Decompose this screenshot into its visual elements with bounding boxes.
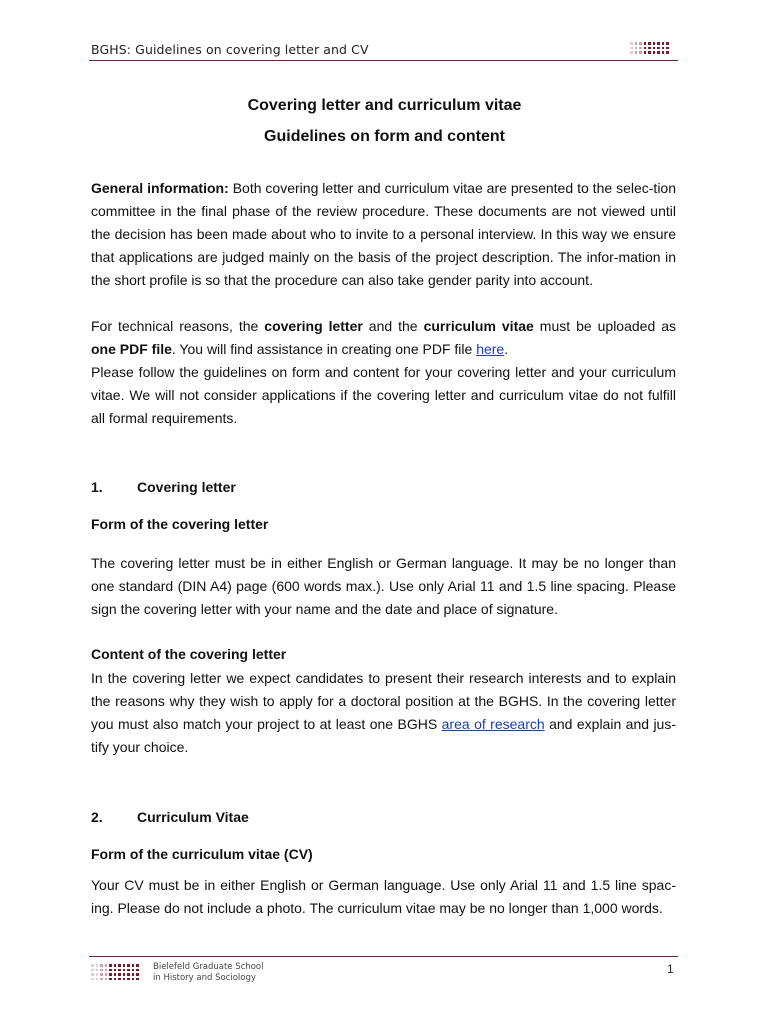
general-information-label: General information: xyxy=(91,180,229,196)
page-subtitle: Guidelines on form and content xyxy=(264,128,505,145)
header-rule xyxy=(89,60,678,61)
here-link[interactable]: here xyxy=(476,341,505,358)
covering-letter-form-heading: Form of the covering letter xyxy=(91,516,269,532)
technical-bold-curriculum-vitae: curriculum vitae xyxy=(423,318,534,334)
covering-letter-form-paragraph: The covering letter must be in either English or German language. It may be no longer than one standard (DIN A4) page (600 words max.). Use only Arial 11 and 1.5 line spacing. Please sign the covering letter with your name and the date and place of signature. xyxy=(91,555,676,618)
cv-form-paragraph: Your CV must be in either English or German language. Use only Arial 11 and 1.5 line spac-ing. Please do not include a photo. The curriculum vitae may be no longer than 1,000 words. xyxy=(91,877,676,917)
header-logo-dots xyxy=(630,42,669,54)
content-text-2: and explain and jus-tify your choice. xyxy=(91,716,677,756)
technical-reasons-paragraph xyxy=(91,315,676,361)
technical-text-4: . You will find assistance in creating one PDF file xyxy=(171,341,477,358)
page-title: Covering letter and curriculum vitae xyxy=(247,97,522,114)
footer-org-line-2: in History and Sociology xyxy=(153,972,256,983)
cv-form-heading: Form of the curriculum vitae (CV) xyxy=(91,846,313,862)
footer-logo-dots xyxy=(91,964,139,980)
general-information-text: Both covering letter and curriculum vitae are presented to the selec-tion committee in the final phase of the review procedure. These documents are not viewed until the decision has been made about who to invite to a personal interview. In this way we ensure that applications are judged mainly on the basis of the project description. The infor-mation in the short profile is so that the procedure can also take gender parity into account. xyxy=(91,180,677,289)
section-2-title: Curriculum Vitae xyxy=(137,809,249,825)
section-1-number: 1. xyxy=(91,479,103,495)
footer-organization-name xyxy=(153,962,263,983)
follow-guidelines-paragraph: Please follow the guidelines on form and content for your covering letter and your curriculum vitae. We will not consider applications if the covering letter and curriculum vitae do not fulfill all formal requirements. xyxy=(91,364,676,427)
technical-text-5: . xyxy=(504,341,509,358)
page-number: 1 xyxy=(667,962,674,976)
general-information-paragraph xyxy=(91,177,676,292)
running-header: BGHS: Guidelines on covering letter and CV xyxy=(91,42,369,57)
section-2-number: 2. xyxy=(91,809,103,825)
footer-org-line-1: Bielefeld Graduate School xyxy=(153,962,264,972)
footer-rule xyxy=(89,956,678,957)
section-1-heading xyxy=(91,479,236,495)
section-2-heading xyxy=(91,809,249,825)
technical-bold-covering-letter: covering letter xyxy=(264,318,363,334)
area-of-research-link[interactable]: area of research xyxy=(441,716,545,733)
content-text-1: In the covering letter we expect candidates to present their research interests and to explain the reasons why they wish to apply for a doctoral position at the BGHS. In the covering letter you must also match your project to at least one BGHS xyxy=(91,670,676,733)
covering-letter-content-paragraph xyxy=(91,667,676,759)
technical-bold-one-pdf: one PDF file xyxy=(91,341,172,358)
covering-letter-content-heading: Content of the covering letter xyxy=(91,646,287,662)
section-1-title: Covering letter xyxy=(137,479,236,495)
technical-text-3: must be uploaded as xyxy=(533,318,676,334)
technical-text-2: and the xyxy=(362,318,424,334)
technical-text-1: For technical reasons, the xyxy=(91,318,265,334)
